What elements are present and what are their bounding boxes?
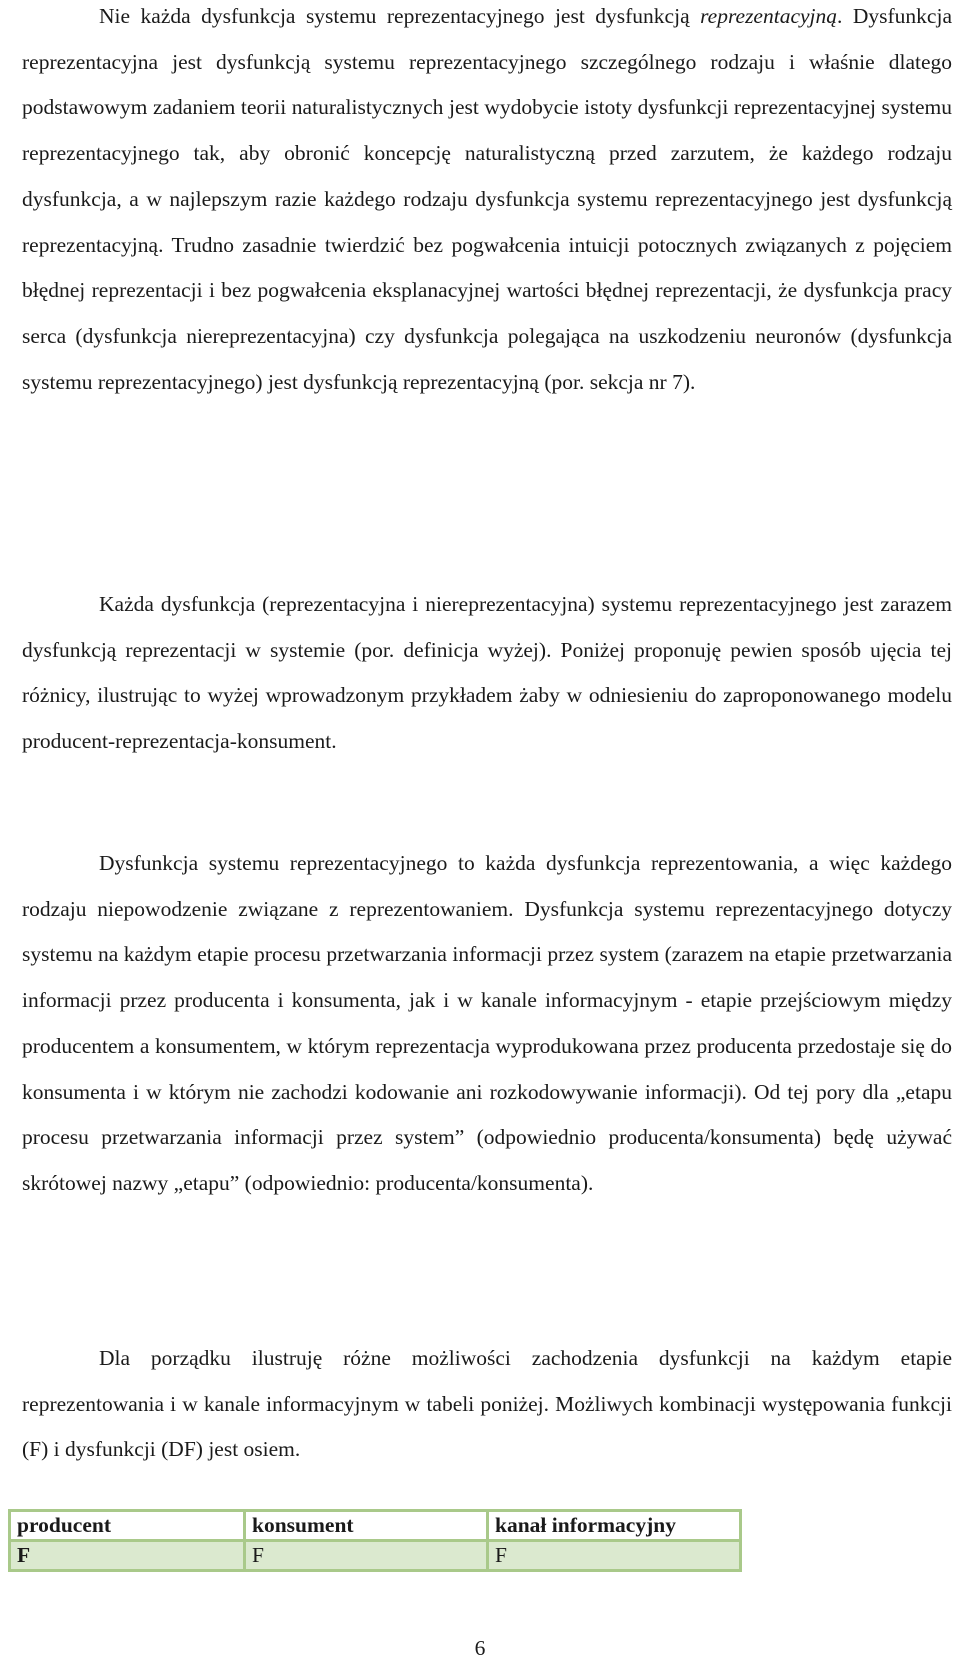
- paragraph-text: Dysfunkcja systemu reprezentacyjnego to każda dysfunkcja reprezentowania, a więc każdego rodzaju niepowodzenie związane z reprezentowaniem. Dysfunkcja systemu reprezentacyjnego dotyczy systemu na każdym etapie procesu przetwarzania informacji przez system (zarazem na etapie przetwarzania informacji przez producenta i konsumenta, jak i w kanale informacyjnym - etapie przejściowym między producentem a konsumentem, w którym reprezentacja wyprodukowana przez producenta przedostaje się do konsumenta i w którym nie zachodzi kodowanie ani rozkodowywanie informacji). Od tej pory dla „etapu procesu przetwarzania informacji przez system” (odpowiednio producenta/konsumenta) będę używać skrótowej nazwy „etapu” (odpowiednio: producenta/konsumenta).: [22, 851, 952, 1195]
- paragraph-text: . Dysfunkcja reprezentacyjna jest dysfunkcją systemu reprezentacyjnego szczególnego rodzaju i właśnie dlatego podstawowym zadaniem teorii naturalistycznych jest wydobycie istoty dysfunkcji reprezentacyjnej systemu reprezentacyjnego tak, aby obronić koncepcję naturalistyczną przed zarzutem, że każdego rodzaju dysfunkcja, a w najlepszym razie każdego rodzaju dysfunkcja systemu reprezentacyjnego jest dysfunkcją reprezentacyjną. Trudno zasadnie twierdzić bez pogwałcenia intuicji potocznych związanych z pojęciem błędnej reprezentacji i bez pogwałcenia eksplanacyjnej wartości błędnej reprezentacji, że dysfunkcja pracy serca (dysfunkcja niereprezentacyjna) czy dysfunkcja polegająca na uszkodzeniu neuronów (dysfunkcja systemu reprezentacyjnego) jest dysfunkcją reprezentacyjną (por. sekcja nr 7).: [22, 4, 952, 394]
- paragraph-3: [22, 841, 952, 1207]
- table-row: [10, 1541, 741, 1571]
- paragraph-text: Każda dysfunkcja (reprezentacyjna i niereprezentacyjna) systemu reprezentacyjnego jest zarazem dysfunkcją reprezentacji w systemie (por. definicja wyżej). Poniżej proponuję pewien sposób ujęcia tej różnicy, ilustrując to wyżej wprowadzonym przykładem żaby w odniesieniu do zaproponowanego modelu producent-reprezentacja-konsument.: [22, 592, 952, 754]
- paragraph-1: [22, 0, 952, 405]
- function-dysfunction-table: [8, 1509, 742, 1572]
- header-producent: producent: [10, 1511, 245, 1541]
- emphasized-text: reprezentacyjną: [700, 4, 838, 28]
- page-number: 6: [474, 1636, 486, 1660]
- table-cell: F: [10, 1541, 245, 1571]
- table-cell: F: [488, 1541, 741, 1571]
- table-header-row: [10, 1511, 741, 1541]
- paragraph-text: Dla porządku ilustruję różne możliwości zachodzenia dysfunkcji na każdym etapie reprezentowania i w kanale informacyjnym w tabeli poniżej. Możliwych kombinacji występowania funkcji (F) i dysfunkcji (DF) jest osiem.: [22, 1346, 952, 1462]
- header-kanal-informacyjny: kanał informacyjny: [488, 1511, 741, 1541]
- paragraph-2: [22, 582, 952, 765]
- paragraph-4: [22, 1336, 952, 1473]
- paragraph-text: Nie każda dysfunkcja systemu reprezentacyjnego jest dysfunkcją: [99, 4, 701, 28]
- header-konsument: konsument: [245, 1511, 488, 1541]
- table-cell: F: [245, 1541, 488, 1571]
